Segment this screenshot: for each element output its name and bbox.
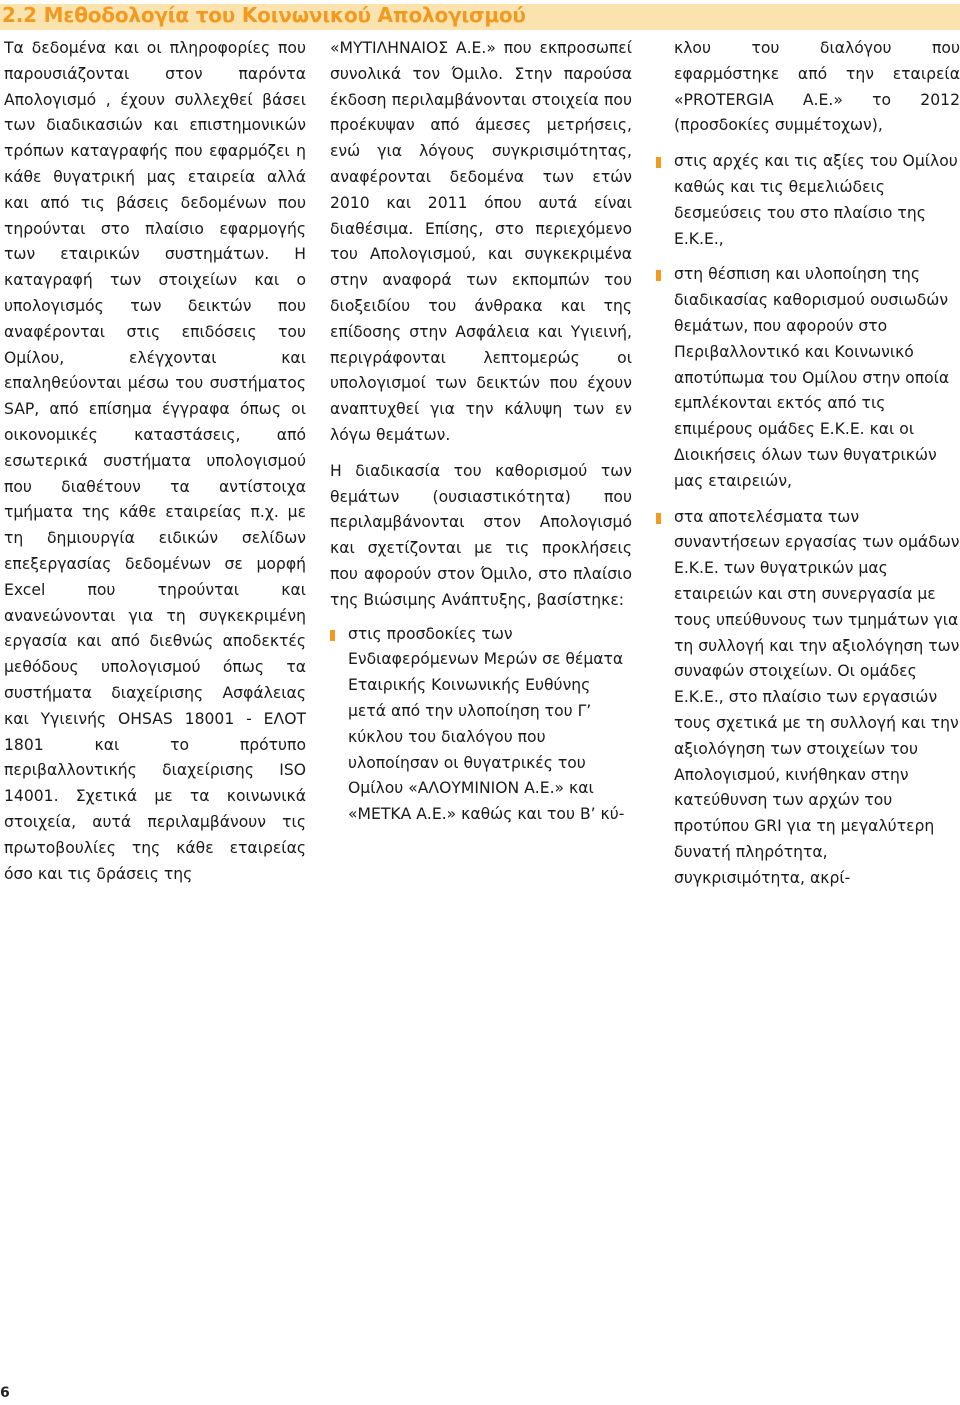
text-column-1 [4, 36, 306, 887]
list-item-text: στις προσδοκίες των Ενδιαφερόμενων Μερών σε θέματα Εταιρικής Κοινωνικής Ευθύνης μετά από την υλοποίηση του Γ’ κύκλου του διαλόγου που υλοποίησαν οι θυγατρικές του Ομίλου «ΑΛΟΥΜΙΝΙΟΝ Α.Ε.» και «ΜΕΤΚΑ Α.Ε.» καθώς και του Β’ κύ- [348, 624, 625, 824]
list-item [656, 149, 960, 252]
list-item [656, 262, 960, 494]
section-title: 2.2 Μεθοδολογία του Κοινωνικού Απολογισμού [2, 3, 526, 27]
bullet-square-icon [656, 270, 661, 281]
list-item-text: στα αποτελέσματα των συναντήσεων εργασίας των ομάδων Ε.Κ.Ε. των θυγατρικών μας εταιρειών και στη συνεργασία με τους υπεύθυνους των τμημάτων για τη συλλογή και την αξιολόγηση των συναφών στοιχείων. Οι ομάδες Ε.Κ.Ε., στο πλαίσιο των εργασιών τους σχετικά με τη συλλογή και την αξιολόγηση των στοιχείων του Απολογισμού, κινήθηκαν στην κατεύθυνση των αρχών του προτύπου GRI για τη μεγαλύτερη δυνατή πληρότητα, συγκρισιμότητα, ακρί- [674, 507, 960, 887]
bullet-square-icon [656, 513, 661, 524]
bullet-square-icon [656, 157, 661, 168]
bullet-list [656, 149, 960, 891]
list-item-text: στις αρχές και τις αξίες του Ομίλου καθώς και τις θεμελιώδεις δεσμεύσεις του στο πλαίσιο της Ε.Κ.Ε., [674, 152, 958, 248]
text-column-3 [656, 36, 960, 892]
paragraph: «ΜΥΤΙΛΗΝΑΙΟΣ Α.Ε.» που εκπροσωπεί συνολικά τον Όμιλο. Στην παρούσα έκδοση περιλαμβάνονται στοιχεία που προέκυψαν από άμεσες μετρήσεις, ενώ για λόγους συγκρισιμότητας, αναφέρονται δεδομένα των ετών 2010 και 2011 όπου αυτά είναι διαθέσιμα. Επίσης, στο περιεχόμενο του Απολογισμού, και συγκεκριμένα στην αναφορά των εκπομπών του διοξειδίου του άνθρακα και της επίδοσης στην Ασφάλεια και Υγιεινή, περιγράφονται λεπτομερώς οι υπολογισμοί των δεικτών που έχουν αναπτυχθεί για την κάλυψη των εν λόγω θεμάτων. [330, 39, 632, 444]
text-column-2 [330, 36, 632, 828]
list-item-text: στη θέσπιση και υλοποίηση της διαδικασίας καθορισμού ουσιωδών θεμάτων, που αφορούν στο Περιβαλλοντικό και Κοινωνικό αποτύπωμα του Ομίλου στην οποία εμπλέκονται εκτός από τις επιμέρους ομάδες Ε.Κ.Ε. και οι Διοικήσεις όλων των θυγατρικών μας εταιρειών, [674, 265, 950, 490]
paragraph: Τα δεδομένα και οι πληροφορίες που παρουσιάζονται στον παρόντα Απολογισμό , έχουν συλλεχθεί βάσει των διαδικασιών και επιστημονικών τρόπων καταγραφής που εφαρμόζει η κάθε θυγατρική μας εταιρεία αλλά και από τις βάσεις δεδομένων που τηρούνται στο πλαίσιο εφαρμογής των εταιρικών συστημάτων. Η καταγραφή των στοιχείων και ο υπολογισμός των δεικτών που αναφέρονται στις επιδόσεις του Ομίλου, ελέγχονται και επαληθεύονται μέσω του συστήματος SAP, από επίσημα έγγραφα όπως οι οικονομικές καταστάσεις, από εσωτερικά συστήματα υπολογισμού που διαθέτουν τα αντίστοιχα τμήματα της κάθε εταιρείας π.χ. με τη δημιουργία ειδικών σελίδων επεξεργασίας δεδομένων σε μορφή Excel που τηρούνται και ανανεώνονται για τη συγκεκριμένη εργασία και από διεθνώς αποδεκτές μεθόδους υπολογισμού όπως τα συστήματα διαχείρισης Ασφάλειας και Υγιεινής OHSAS 18001 - ΕΛΟΤ 1801 και το πρότυπο περιβαλλοντικής διαχείρισης ISO 14001. Σχετικά με τα κοινωνικά στοιχεία, αυτά περιλαμβάνουν τις πρωτοβουλίες της κάθε εταιρείας όσο και τις δράσεις της [4, 39, 306, 883]
bullet-square-icon [330, 630, 335, 641]
paragraph: Η διαδικασία του καθορισμού των θεμάτων (ουσιαστικότητα) που περιλαμβάνονται στον Απολογισμό και σχετίζονται με τις προκλήσεις που αφορούν στον Όμιλο, στο πλαίσιο της Βιώσιμης Ανάπτυξης, βασίστηκε: [330, 461, 632, 609]
bullet-list [330, 622, 632, 828]
paragraph: κλου του διαλόγου που εφαρμόστηκε από την εταιρεία «PROTERGIA Α.Ε.» το 2012 (προσδοκίες συμμέτοχων), [674, 39, 960, 135]
page-number: 6 [0, 1385, 10, 1401]
list-item [330, 622, 632, 828]
list-item [656, 505, 960, 892]
